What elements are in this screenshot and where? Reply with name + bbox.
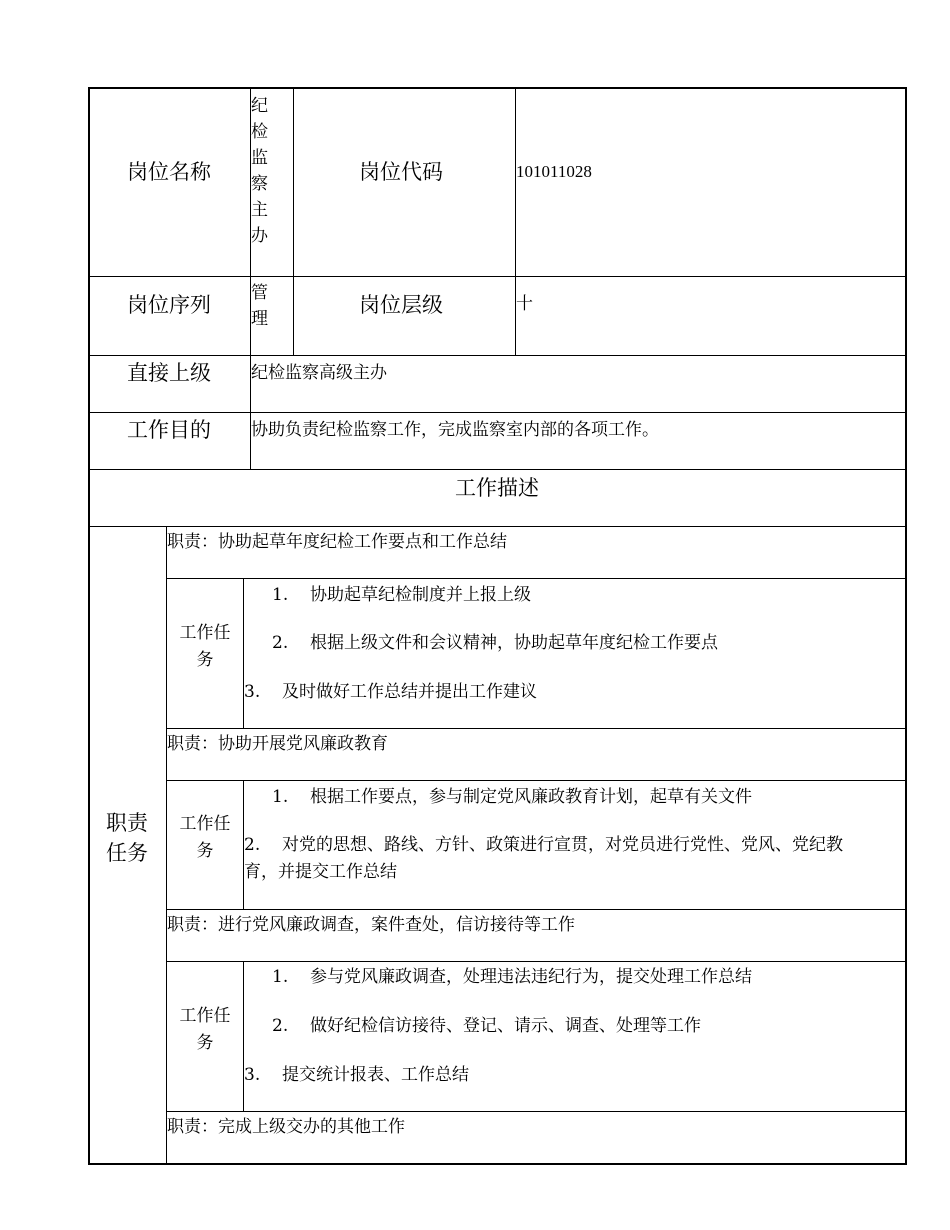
- divider: [166, 1111, 907, 1112]
- side-label-line: 任务: [106, 841, 148, 865]
- divider: [166, 578, 907, 579]
- direct-superior-label: 直接上级: [127, 361, 211, 385]
- task-text: 协助起草纪检制度并上报上级: [310, 585, 531, 605]
- task-text: 参与党风廉政调查，处理违法违纪行为，提交处理工作总结: [310, 967, 752, 987]
- direct-superior-value: 纪检监察高级主办: [251, 363, 387, 383]
- task-text: 提交统计报表、工作总结: [282, 1065, 469, 1085]
- divider: [243, 578, 244, 729]
- task-text: 及时做好工作总结并提出工作建议: [282, 682, 537, 702]
- divider: [88, 276, 907, 277]
- divider: [88, 355, 907, 356]
- task-number: 3.: [244, 682, 261, 702]
- position-name-label: 岗位名称: [127, 160, 211, 184]
- position-level-value: 十: [516, 294, 533, 314]
- task-label: [167, 811, 243, 865]
- divider: [88, 526, 907, 527]
- task-text: 做好纪检信访接待、登记、请示、调查、处理等工作: [310, 1016, 701, 1036]
- task-number: 2.: [272, 1016, 289, 1036]
- divider: [88, 412, 907, 413]
- work-purpose-label: 工作目的: [127, 418, 211, 442]
- task-label: [167, 620, 243, 674]
- border-right: [905, 87, 907, 1165]
- task-label-line: 务: [196, 1033, 214, 1053]
- task-number: 1.: [272, 787, 289, 807]
- task-label: [167, 1003, 243, 1057]
- section-title: 工作描述: [455, 476, 539, 500]
- position-level-label: 岗位层级: [359, 293, 443, 317]
- task-label-line: 工作任: [179, 623, 231, 643]
- task-number: 1.: [272, 967, 289, 987]
- divider: [166, 961, 907, 962]
- divider: [88, 469, 907, 470]
- task-text: 根据工作要点，参与制定党风廉政教育计划，起草有关文件: [310, 787, 752, 807]
- side-label-line: 职责: [106, 811, 148, 835]
- task-label-line: 工作任: [179, 1006, 231, 1026]
- duty-text: 职责：完成上级交办的其他工作: [167, 1117, 405, 1137]
- position-series-value: 管理: [251, 283, 268, 329]
- divider: [515, 87, 516, 356]
- divider: [166, 909, 907, 910]
- position-series-label: 岗位序列: [127, 293, 211, 317]
- duty-text: 职责：进行党风廉政调查，案件查处，信访接待等工作: [167, 915, 575, 935]
- divider: [243, 961, 244, 1112]
- duty-text: 职责：协助开展党风廉政教育: [167, 734, 388, 754]
- task-text: 对党的思想、路线、方针、政策进行宣贯，对党员进行党性、党风、党纪教: [282, 835, 843, 855]
- task-number: 2.: [272, 633, 289, 653]
- task-text: 根据上级文件和会议精神，协助起草年度纪检工作要点: [310, 633, 718, 653]
- duty-text: 职责：协助起草年度纪检工作要点和工作总结: [167, 532, 507, 552]
- task-text-continued: 育，并提交工作总结: [244, 862, 397, 882]
- task-label-line: 工作任: [179, 814, 231, 834]
- border-left: [88, 87, 90, 1165]
- position-code-label: 岗位代码: [359, 160, 443, 184]
- divider: [166, 728, 907, 729]
- divider: [293, 87, 294, 356]
- position-code-value: 101011028: [516, 162, 592, 181]
- side-label: [106, 808, 150, 868]
- divider: [166, 780, 907, 781]
- border-top: [88, 87, 907, 89]
- task-number: 3.: [244, 1065, 261, 1085]
- border-bottom: [88, 1163, 907, 1165]
- task-number: 1.: [272, 585, 289, 605]
- task-label-line: 务: [196, 650, 214, 670]
- work-purpose-value: 协助负责纪检监察工作，完成监察室内部的各项工作。: [251, 420, 659, 440]
- position-name-value: 纪检监察主办: [251, 96, 268, 246]
- task-number: 2.: [244, 835, 261, 855]
- task-label-line: 务: [196, 841, 214, 861]
